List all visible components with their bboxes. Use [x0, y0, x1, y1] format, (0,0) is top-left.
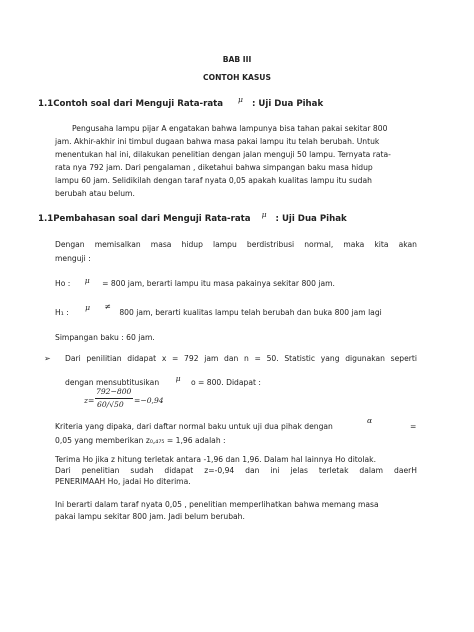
h0-text: = 800 jam, berarti lampu itu masa pakainya sekitar 800 jam. — [102, 279, 335, 288]
conclusion-line: Ini berarti dalam taraf nyata 0,05 , penelitian memperlihatkan bahwa memang masa — [55, 500, 379, 509]
paragraph-line: lampu 60 jam. Selidikilah dengan taraf nyata 0,05 apakah kualitas lampu itu sudah — [55, 176, 372, 185]
paragraph-line: rata nya 792 jam. Dari pengalaman , diketahui bahwa simpangan baku masa hidup — [55, 163, 373, 172]
paragraph-line: Pengusaha lampu pijar A engatakan bahwa lampunya bisa tahan pakai sekitar 800 — [72, 124, 388, 133]
mu-symbol: μ — [175, 374, 181, 383]
substitution-prefix: dengan mensubtitusikan — [65, 378, 160, 387]
formula-denominator: 60/√50 — [97, 400, 124, 409]
section-1-title-suffix: : Uji Dua Pihak — [251, 99, 324, 109]
formula-lhs: z= — [84, 396, 95, 405]
paragraph-line: menentukan hal ini, dilakukan penelitian dengan jalan menguji 50 lampu. Ternyata rata- — [55, 150, 391, 159]
conclusion-line: pakai lampu sekitar 800 jam. Jadi belum berubah. — [55, 512, 245, 521]
h0-label: Ho : — [55, 279, 71, 288]
section-1-title-prefix: 1.1Contoh soal dari Menguji Rata-rata — [38, 99, 224, 109]
alpha-symbol: α — [367, 416, 373, 425]
h1-hypothesis — [55, 302, 382, 318]
acceptance-line: Terima Ho jika z hitung terletak antara -1,96 dan 1,96. Dalam hal lainnya Ho ditolak. — [55, 455, 376, 464]
mu-symbol: μ — [85, 303, 91, 312]
z-formula — [84, 387, 204, 415]
intro-line: Dengan memisalkan masa hidup lampu berdistribusi normal, maka kita akan — [55, 240, 417, 249]
mu-symbol: μ — [261, 210, 267, 219]
criteria-line: Kriteria yang dipaka, dari daftar normal baku untuk uji dua pihak dengan — [55, 422, 333, 431]
equals-sign: = — [410, 422, 417, 431]
not-equal-symbol: ≠ — [104, 302, 111, 311]
chapter-subtitle: CONTOH KASUS — [203, 73, 271, 82]
criteria-line: 0,05 yang memberikan z₀,₄₇₅ = 1,96 adalah : — [55, 436, 226, 445]
substitution-suffix: o = 800. Didapat : — [190, 378, 261, 387]
intro-line: menguji : — [55, 254, 91, 263]
mu-symbol: μ — [84, 276, 90, 285]
formula-numerator: 792−800 — [96, 387, 132, 396]
std-dev-line: Simpangan baku : 60 jam. — [55, 333, 155, 342]
acceptance-line: Dari penelitian sudah didapat z=-0,94 dan ini jelas terletak dalam daerH — [55, 466, 417, 475]
section-1-title — [38, 95, 324, 109]
formula-result: =−0,94 — [134, 396, 164, 405]
bullet-arrow-icon: ➢ — [44, 354, 51, 363]
h0-hypothesis — [55, 276, 335, 289]
mu-symbol: μ — [238, 95, 243, 104]
section-2-title — [38, 210, 347, 224]
paragraph-line: jam. Akhir-akhir ini timbul dugaan bahwa masa pakai lampu itu telah berubah. Untuk — [55, 137, 380, 146]
section-2-title-suffix: : Uji Dua Pihak — [275, 214, 347, 224]
bullet-line: Dari penilitian didapat x = 792 jam dan n = 50. Statistic yang digunakan seperti — [65, 354, 417, 363]
acceptance-line: PENERIMAAH Ho, jadai Ho diterima. — [55, 477, 191, 486]
h1-label: H₁ : — [55, 308, 69, 317]
fraction-bar — [95, 398, 133, 399]
section-2-title-prefix: 1.1Pembahasan soal dari Menguji Rata-rata — [38, 214, 251, 224]
h1-text: 800 jam, berarti kualitas lampu telah berubah dan buka 800 jam lagi — [119, 308, 382, 317]
paragraph-line: berubah atau belum. — [55, 189, 135, 198]
chapter-title: BAB III — [222, 55, 252, 64]
